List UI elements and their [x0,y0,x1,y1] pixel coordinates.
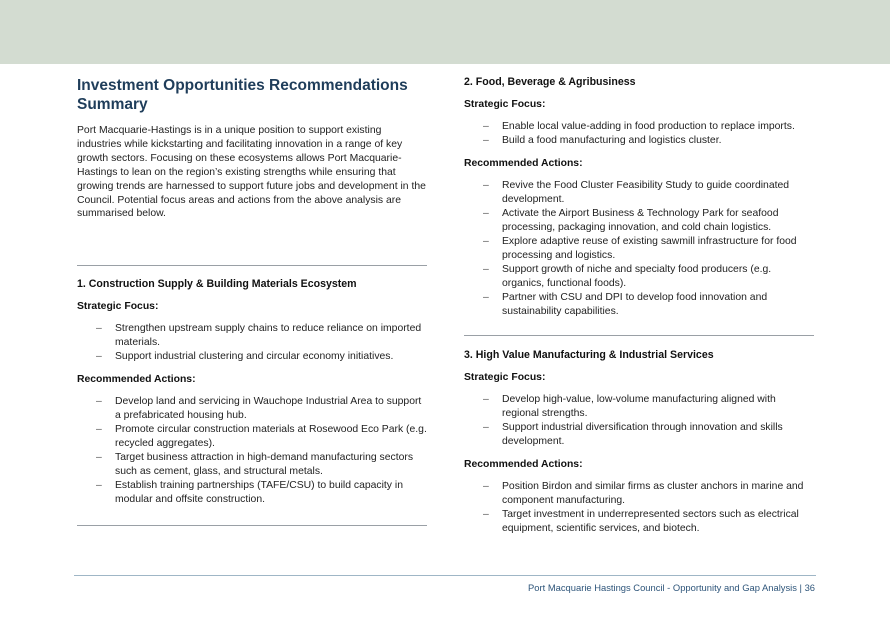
dash-bullet: – [96,351,102,363]
intro-paragraph: Port Macquarie-Hastings is in a unique position to support existing industries while kickstarting and facilitating innovation in a range of key growth sectors. Focusing on these ecosystems allows Port Macquarie-Hastings to lean on the region’s existing strengths while ensuring that growing trends are harnessed to support future jobs and development in the Council. Potential focus areas and actions from the above analysis are summarised below. [77,125,426,220]
dash-bullet: – [483,481,489,492]
recommended-actions-label: Recommended Actions: [464,459,583,470]
list-item: – Support industrial diversification through innovation and skills development. [483,422,783,447]
actions-list [464,179,814,319]
section-heading: 3. High Value Manufacturing & Industrial Services [464,349,714,361]
focus-list [464,393,814,449]
list-item: – Activate the Airport Business & Technology Park for seafood processing, packaging innovation, and cold chain logistics. [483,208,779,233]
footer-divider [74,575,816,576]
dash-bullet: – [483,292,489,303]
list-item: – Establish training partnerships (TAFE/CSU) to build capacity in modular and offsite construction. [96,480,403,506]
recommended-actions-label: Recommended Actions: [77,374,196,386]
list-item: – Position Birdon and similar firms as cluster anchors in marine and component manufacturing. [483,481,804,506]
list-item: – Partner with CSU and DPI to develop food innovation and sustainability capabilities. [483,292,768,317]
section-heading: 1. Construction Supply & Building Materials Ecosystem [77,278,357,291]
strategic-focus-label: Strategic Focus: [464,99,546,110]
actions-list [464,480,814,536]
header-band [0,0,890,64]
strategic-focus-label: Strategic Focus: [77,301,159,313]
section-divider [464,335,814,336]
page-title: Investment Opportunities Recommendations Summary [77,77,408,113]
list-item: – Enable local value-adding in food production to replace imports. [483,121,795,132]
section-divider [77,265,427,266]
list-item: – Target business attraction in high-demand manufacturing sectors such as cement, glass, and structural metals. [96,452,414,478]
focus-list [77,322,427,364]
dash-bullet: – [483,394,489,405]
dash-bullet: – [483,509,489,520]
left-column [77,76,427,526]
list-item: – Support industrial clustering and circular economy initiatives. [96,351,394,363]
list-item: – Develop high-value, low-volume manufacturing aligned with regional strengths. [483,394,776,419]
dash-bullet: – [483,135,489,146]
strategic-focus-label: Strategic Focus: [464,372,546,383]
dash-bullet: – [483,422,489,433]
dash-bullet: – [483,180,489,191]
dash-bullet: – [96,396,102,408]
page-footer: Port Macquarie Hastings Council - Opportunity and Gap Analysis | 36 [528,582,815,593]
section-manufacturing [464,349,814,536]
dash-bullet: – [483,264,489,275]
list-item: – Develop land and servicing in Wauchope Industrial Area to support a prefabricated housing hub. [96,396,422,422]
right-column [464,76,814,536]
list-item: – Explore adaptive reuse of existing sawmill infrastructure for food processing and logistics. [483,236,797,261]
dash-bullet: – [96,323,102,335]
dash-bullet: – [483,236,489,247]
list-item: – Revive the Food Cluster Feasibility Study to guide coordinated development. [483,180,790,205]
section-heading: 2. Food, Beverage & Agribusiness [464,76,636,88]
dash-bullet: – [96,452,102,464]
dash-bullet: – [96,424,102,436]
focus-list [464,120,814,148]
list-item: – Promote circular construction materials at Rosewood Eco Park (e.g. recycled aggregates). [96,424,427,450]
section-divider [77,525,427,526]
list-item: – Strengthen upstream supply chains to reduce reliance on imported materials. [96,323,422,349]
dash-bullet: – [483,121,489,132]
recommended-actions-label: Recommended Actions: [464,158,583,169]
section-construction [77,278,427,507]
section-food [464,76,814,319]
list-item: – Support growth of niche and specialty food producers (e.g. organics, functional foods). [483,264,772,289]
actions-list [77,395,427,507]
dash-bullet: – [483,208,489,219]
list-item: – Build a food manufacturing and logistics cluster. [483,135,722,146]
dash-bullet: – [96,480,102,492]
list-item: – Target investment in underrepresented sectors such as electrical equipment, scientific services, and biotech. [483,509,799,534]
